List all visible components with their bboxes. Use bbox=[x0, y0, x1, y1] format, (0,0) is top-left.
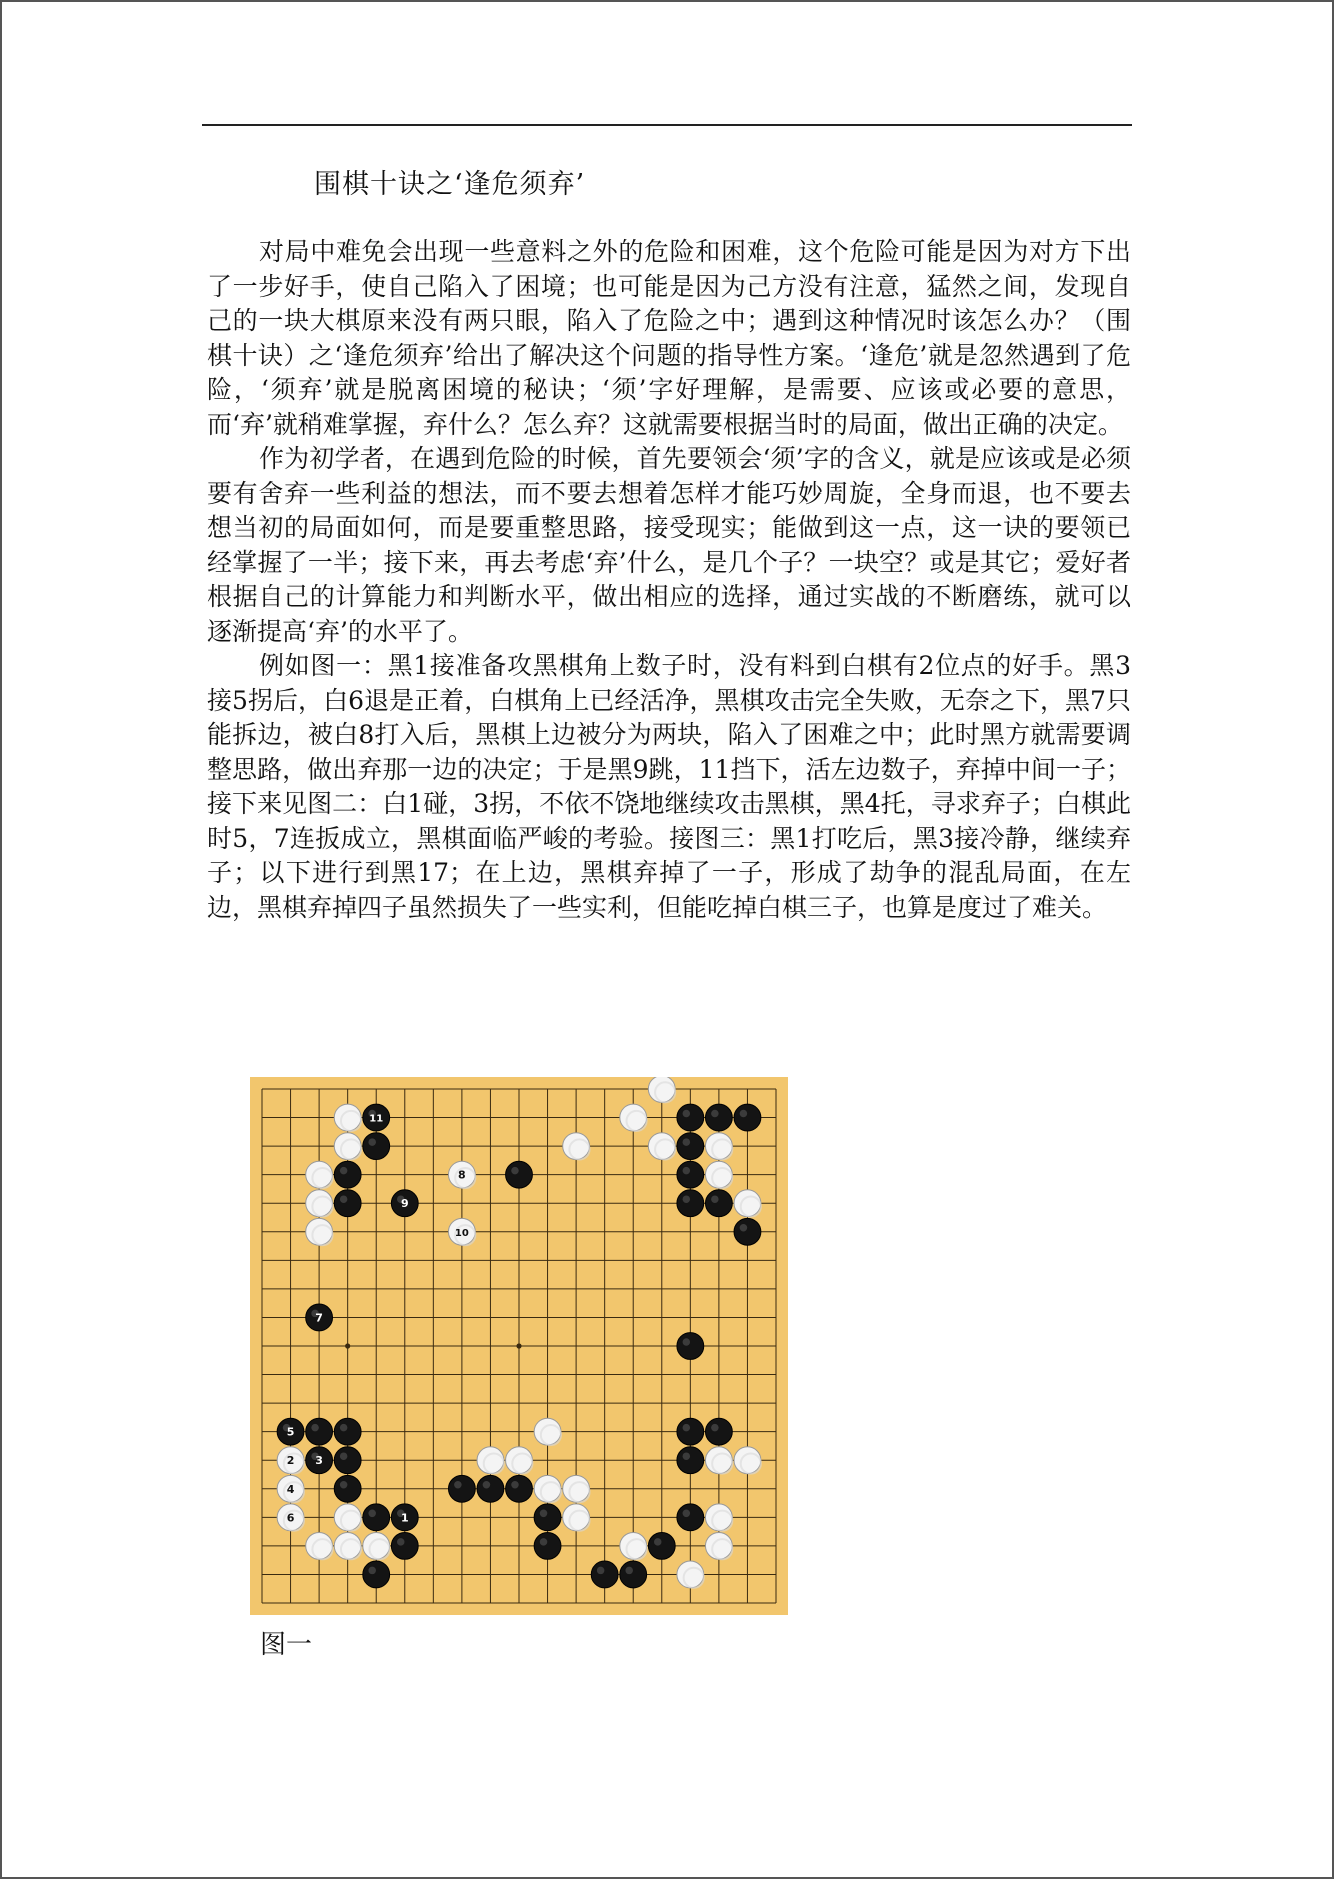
move-number-label: 2 bbox=[286, 1454, 295, 1468]
move-number-label: 11 bbox=[369, 1113, 384, 1125]
black-stone bbox=[534, 1504, 561, 1531]
stone-highlight bbox=[625, 1567, 633, 1575]
stone-highlight bbox=[368, 1138, 376, 1146]
black-stone bbox=[334, 1475, 361, 1502]
black-stone bbox=[477, 1475, 504, 1502]
stone-highlight bbox=[368, 1510, 376, 1518]
stone-highlight bbox=[683, 1110, 691, 1118]
stone-highlight bbox=[511, 1481, 519, 1489]
stone-highlight bbox=[340, 1195, 348, 1203]
move-number-label: 1 bbox=[400, 1511, 409, 1525]
white-stone bbox=[563, 1475, 590, 1502]
stone-highlight bbox=[740, 1224, 748, 1232]
white-stone bbox=[734, 1447, 761, 1474]
white-stone bbox=[334, 1133, 361, 1160]
black-stone bbox=[306, 1418, 333, 1445]
white-stone bbox=[534, 1418, 561, 1445]
black-stone bbox=[734, 1218, 761, 1245]
white-stone bbox=[705, 1504, 732, 1531]
black-stone bbox=[705, 1190, 732, 1217]
white-stone bbox=[648, 1133, 675, 1160]
article-body bbox=[207, 235, 1131, 925]
white-stone bbox=[648, 1077, 675, 1102]
figure-caption: 图一 bbox=[260, 1630, 313, 1660]
stone-highlight bbox=[311, 1424, 319, 1432]
stone-highlight bbox=[340, 1452, 348, 1460]
move-number-label: 3 bbox=[315, 1454, 323, 1468]
white-stone bbox=[705, 1447, 732, 1474]
stone-highlight bbox=[540, 1538, 548, 1546]
black-stone bbox=[705, 1418, 732, 1445]
black-stone bbox=[363, 1504, 390, 1531]
stone-highlight bbox=[454, 1481, 462, 1489]
stone-highlight bbox=[397, 1538, 405, 1546]
stone-highlight bbox=[540, 1510, 548, 1518]
black-stone bbox=[677, 1504, 704, 1531]
white-stone bbox=[334, 1104, 361, 1131]
header-rule bbox=[202, 124, 1132, 126]
stone-highlight bbox=[683, 1138, 691, 1146]
black-stone bbox=[334, 1418, 361, 1445]
white-stone bbox=[363, 1532, 390, 1559]
white-stone bbox=[563, 1133, 590, 1160]
white-stone bbox=[506, 1447, 533, 1474]
black-stone bbox=[677, 1133, 704, 1160]
stone-highlight bbox=[597, 1567, 605, 1575]
black-stone bbox=[334, 1190, 361, 1217]
black-stone bbox=[534, 1532, 561, 1559]
black-stone bbox=[506, 1161, 533, 1188]
black-stone bbox=[334, 1447, 361, 1474]
move-number-label: 4 bbox=[286, 1482, 295, 1496]
white-stone bbox=[477, 1447, 504, 1474]
black-stone bbox=[363, 1133, 390, 1160]
stone-highlight bbox=[340, 1167, 348, 1175]
white-stone bbox=[620, 1532, 647, 1559]
stone-highlight bbox=[683, 1510, 691, 1518]
stone-highlight bbox=[368, 1567, 376, 1575]
move-number-label: 9 bbox=[400, 1197, 409, 1211]
white-stone bbox=[563, 1504, 590, 1531]
stone-highlight bbox=[683, 1424, 691, 1432]
stone-highlight bbox=[511, 1167, 519, 1175]
move-number-label: 10 bbox=[454, 1227, 469, 1239]
stone-highlight bbox=[683, 1452, 691, 1460]
black-stone bbox=[677, 1104, 704, 1131]
black-stone bbox=[506, 1475, 533, 1502]
stone-highlight bbox=[711, 1110, 719, 1118]
move-number-label: 5 bbox=[286, 1425, 295, 1439]
black-stone bbox=[363, 1561, 390, 1588]
white-stone bbox=[534, 1475, 561, 1502]
stone-highlight bbox=[711, 1195, 719, 1203]
black-stone bbox=[334, 1161, 361, 1188]
paragraph-2: 作为初学者，在遇到危险的时候，首先要领会‘须’字的含义，就是应该或是必须要有舍弃一些利益的想法，而不要去想着怎样才能巧妙周旋，全身而退，也不要去想当初的局面如何，而是要重整思路，接受现实；能做到这一点，这一诀的要领已经掌握了一半；接下来，再去考虑‘弃’什么，是几个子？一块空？或是其它；爱好者根据自己的计算能力和判断水平，做出相应的选择，通过实战的不断磨练，就可以逐渐提高‘弃’的水平了。 bbox=[207, 444, 1131, 646]
paragraph-3: 例如图一：黑1接准备攻黑棋角上数子时，没有料到白棋有2位点的好手。黑3接5拐后，白6退是正着，白棋角上已经活净，黑棋攻击完全失败，无奈之下，黑7只能拆边，被白8打入后，黑棋上边被分为两块，陷入了困难之中；此时黑方就需要调整思路，做出弃那一边的决定；于是黑9跳，11挡下，活左边数子，弃掉中间一子；接下来见图二：白1碰，3拐，不依不饶地继续攻击黑棋，黑4托，寻求弃子；白棋此时5，7连扳成立，黑棋面临严峻的考验。接图三：黑1打吃后，黑3接冷静，继续弃子；以下进行到黑17；在上边，黑棋弃掉了一子，形成了劫争的混乱局面，在左边，黑棋弃掉四子虽然损失了一些实利，但能吃掉白棋三子，也算是度过了难关。 bbox=[207, 651, 1131, 922]
move-number-label: 8 bbox=[458, 1168, 466, 1182]
white-stone bbox=[705, 1133, 732, 1160]
stone-highlight bbox=[683, 1338, 691, 1346]
black-stone bbox=[448, 1475, 475, 1502]
white-stone bbox=[705, 1532, 732, 1559]
black-stone bbox=[677, 1333, 704, 1360]
move-number-label: 7 bbox=[315, 1311, 323, 1325]
stone-highlight bbox=[654, 1538, 662, 1546]
black-stone bbox=[677, 1418, 704, 1445]
white-stone bbox=[334, 1504, 361, 1531]
white-stone bbox=[306, 1218, 333, 1245]
white-stone bbox=[306, 1532, 333, 1559]
white-stone bbox=[620, 1104, 647, 1131]
stone-highlight bbox=[483, 1481, 491, 1489]
article-title: 围棋十诀之‘逢危须弃’ bbox=[314, 169, 586, 200]
white-stone bbox=[306, 1161, 333, 1188]
white-stone bbox=[734, 1190, 761, 1217]
white-stone bbox=[334, 1532, 361, 1559]
black-stone bbox=[677, 1161, 704, 1188]
star-point bbox=[345, 1343, 350, 1348]
black-stone bbox=[620, 1561, 647, 1588]
white-stone bbox=[677, 1561, 704, 1588]
paragraph-1: 对局中难免会出现一些意料之外的危险和困难，这个危险可能是因为对方下出了一步好手，使自己陷入了困境；也可能是因为己方没有注意，猛然之间，发现自己的一块大棋原来没有两只眼，陷入了危险之中；遇到这种情况时该怎么办？（围棋十诀）之‘逢危须弃’给出了解决这个问题的指导性方案。‘逢危’就是忽然遇到了危险，‘须弃’就是脱离困境的秘诀；‘须’字好理解，是需要、应该或必要的意思，而‘弃’就稍难掌握，弃什么？怎么弃？这就需要根据当时的局面，做出正确的决定。 bbox=[207, 237, 1131, 439]
white-stone bbox=[306, 1190, 333, 1217]
stone-highlight bbox=[683, 1195, 691, 1203]
go-board bbox=[250, 1077, 788, 1615]
go-board-figure bbox=[250, 1077, 788, 1615]
stone-highlight bbox=[711, 1424, 719, 1432]
black-stone bbox=[677, 1190, 704, 1217]
black-stone bbox=[734, 1104, 761, 1131]
black-stone bbox=[391, 1532, 418, 1559]
star-point bbox=[516, 1343, 521, 1348]
stone-highlight bbox=[683, 1167, 691, 1175]
move-number-label: 6 bbox=[286, 1511, 295, 1525]
stone-highlight bbox=[340, 1481, 348, 1489]
black-stone bbox=[648, 1532, 675, 1559]
stone-highlight bbox=[340, 1424, 348, 1432]
stone-highlight bbox=[740, 1110, 748, 1118]
black-stone bbox=[677, 1447, 704, 1474]
black-stone bbox=[705, 1104, 732, 1131]
black-stone bbox=[591, 1561, 618, 1588]
white-stone bbox=[705, 1161, 732, 1188]
